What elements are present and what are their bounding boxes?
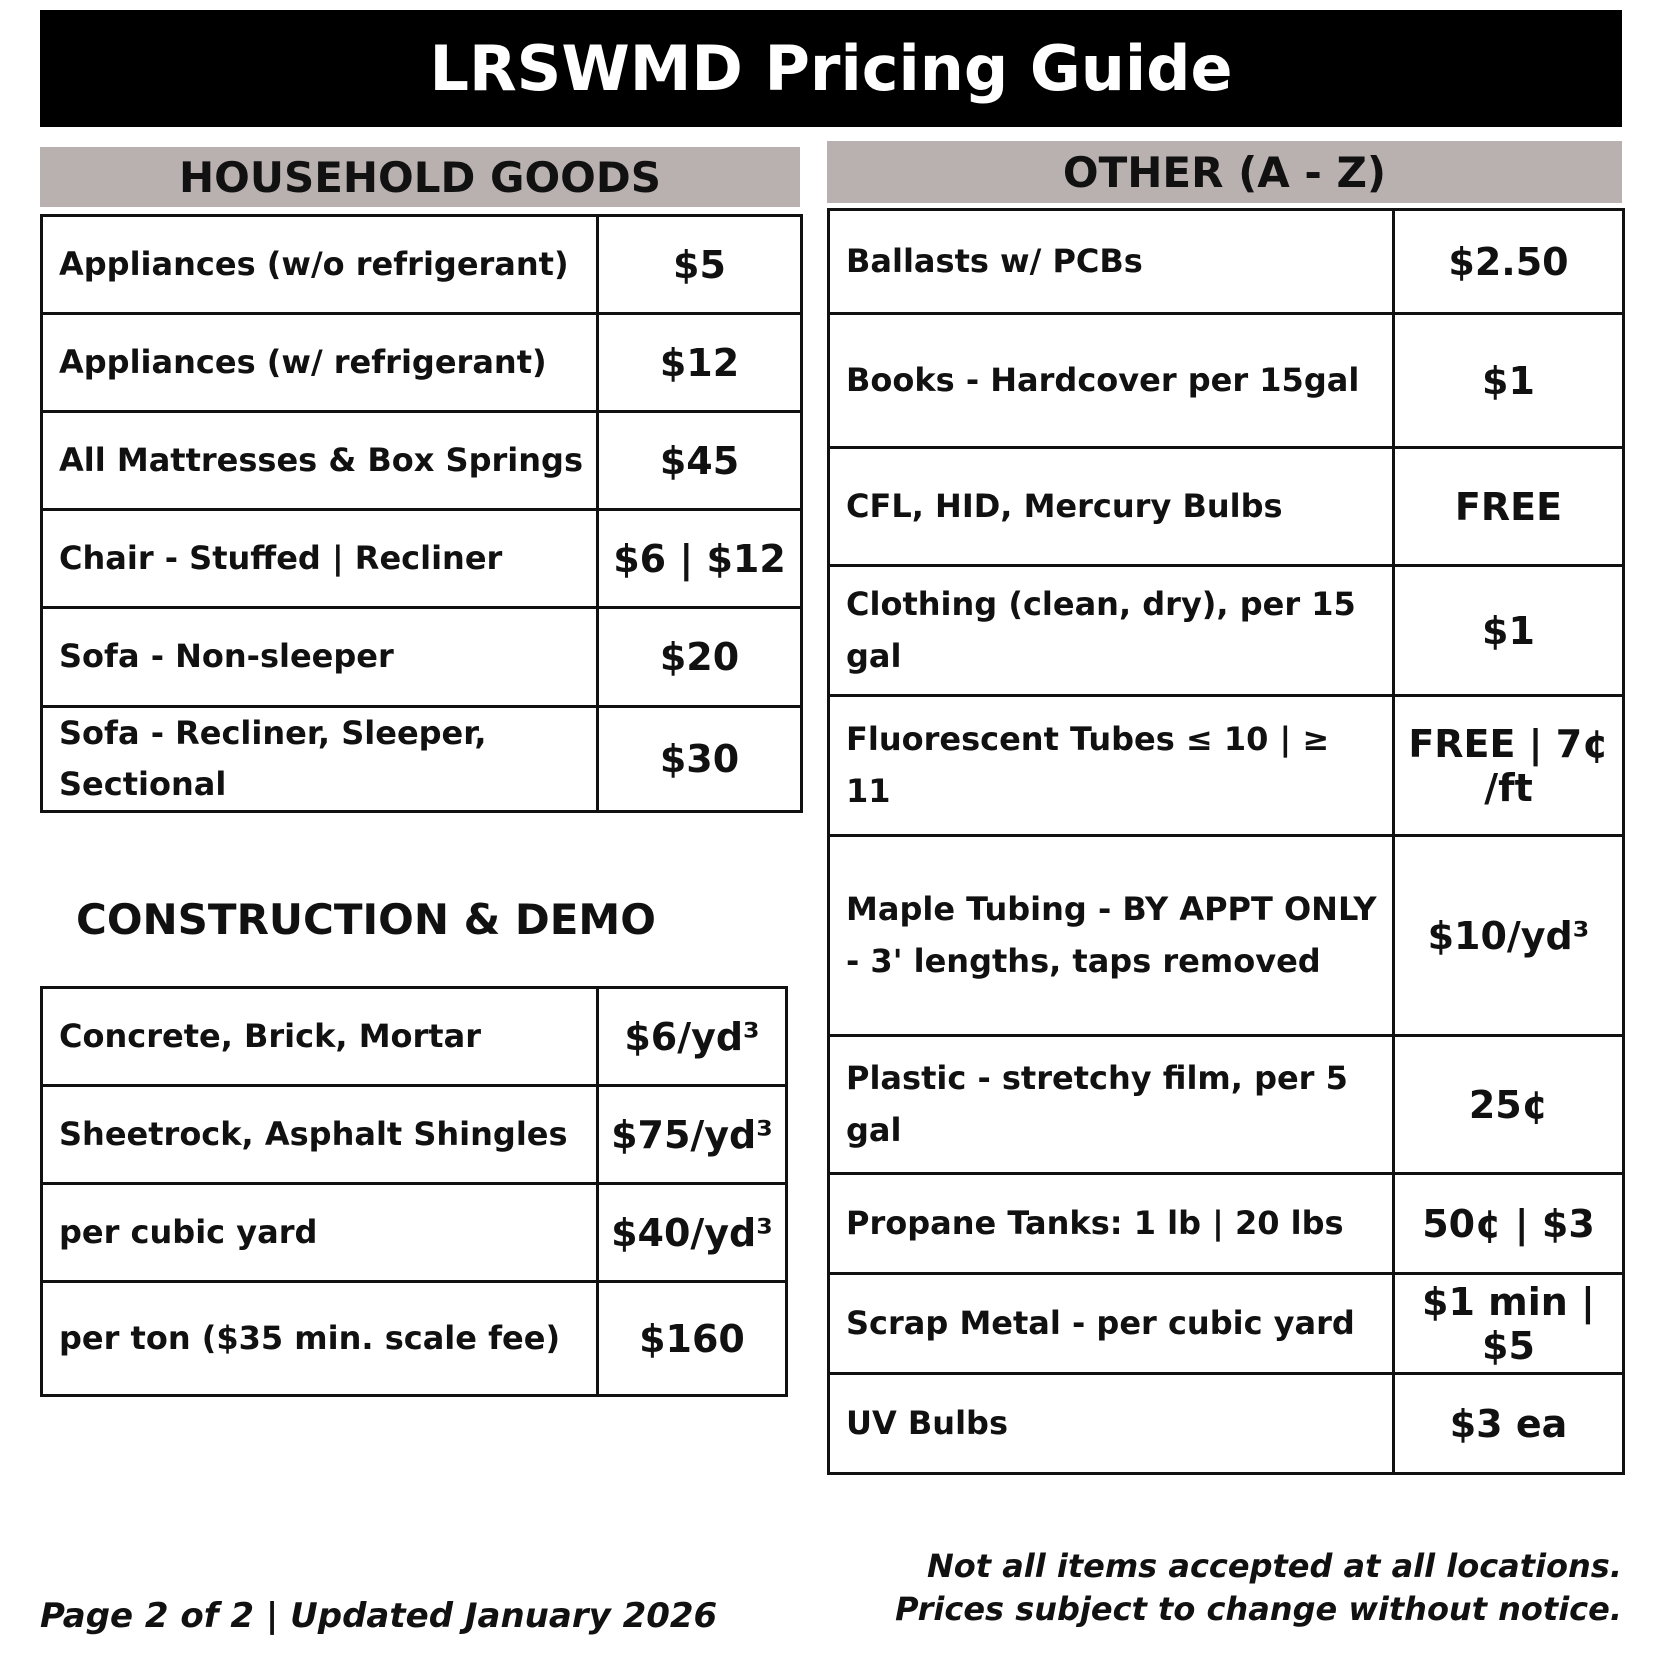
item-name: Books - Hardcover per 15gal <box>829 314 1394 448</box>
item-price: $5 <box>598 216 802 314</box>
item-price: 50¢ | $3 <box>1394 1174 1624 1274</box>
page-footer: Page 2 of 2 | Updated January 2026 <box>40 1596 718 1636</box>
item-price: $6/yd³ <box>598 988 787 1086</box>
table-row <box>42 608 802 707</box>
item-price: $12 <box>598 314 802 412</box>
table-row <box>42 412 802 510</box>
item-price: $1 <box>1394 314 1624 448</box>
footer-notice <box>895 1545 1622 1631</box>
item-price: FREE | 7¢ /ft <box>1394 696 1624 836</box>
item-name: per ton ($35 min. scale fee) <box>42 1282 598 1396</box>
item-name: Clothing (clean, dry), per 15 gal <box>829 566 1394 696</box>
item-name: Propane Tanks: 1 lb | 20 lbs <box>829 1174 1394 1274</box>
item-name: CFL, HID, Mercury Bulbs <box>829 448 1394 566</box>
table-row <box>42 988 787 1086</box>
item-name: Appliances (w/o refrigerant) <box>42 216 598 314</box>
item-price: $2.50 <box>1394 210 1624 314</box>
item-price: $1 min | $5 <box>1394 1274 1624 1374</box>
table-row <box>829 696 1624 836</box>
item-price: $1 <box>1394 566 1624 696</box>
construction-demo-heading: CONSTRUCTION & DEMO <box>76 895 656 944</box>
item-name: Maple Tubing - BY APPT ONLY - 3' lengths, taps removed <box>829 836 1394 1036</box>
item-price: $45 <box>598 412 802 510</box>
item-name: Ballasts w/ PCBs <box>829 210 1394 314</box>
table-row <box>42 510 802 608</box>
table-row <box>42 314 802 412</box>
footer-note-locations: Not all items accepted at all locations. <box>926 1547 1622 1585</box>
table-row <box>829 836 1624 1036</box>
table-row <box>42 1184 787 1282</box>
item-price: $6 | $12 <box>598 510 802 608</box>
table-row <box>829 448 1624 566</box>
item-name: All Mattresses & Box Springs <box>42 412 598 510</box>
table-row <box>829 210 1624 314</box>
table-row <box>829 1274 1624 1374</box>
household-goods-heading: HOUSEHOLD GOODS <box>40 147 800 207</box>
table-row <box>829 1036 1624 1174</box>
household-goods-table <box>40 214 803 813</box>
table-row <box>829 314 1624 448</box>
item-name: Sofa - Non-sleeper <box>42 608 598 707</box>
item-price: FREE <box>1394 448 1624 566</box>
item-price: 25¢ <box>1394 1036 1624 1174</box>
item-name: Chair - Stuffed | Recliner <box>42 510 598 608</box>
item-price: $40/yd³ <box>598 1184 787 1282</box>
item-price: $75/yd³ <box>598 1086 787 1184</box>
table-row <box>42 216 802 314</box>
item-name: Appliances (w/ refrigerant) <box>42 314 598 412</box>
table-row <box>829 1174 1624 1274</box>
item-name: UV Bulbs <box>829 1374 1394 1474</box>
page-title: LRSWMD Pricing Guide <box>40 10 1622 127</box>
item-name: Sheetrock, Asphalt Shingles <box>42 1086 598 1184</box>
item-price: $3 ea <box>1394 1374 1624 1474</box>
footer-note-prices: Prices subject to change without notice. <box>895 1590 1622 1629</box>
other-heading: OTHER (A - Z) <box>827 141 1622 203</box>
table-row <box>829 1374 1624 1474</box>
table-row <box>42 1086 787 1184</box>
construction-demo-table <box>40 986 788 1397</box>
item-name: Scrap Metal - per cubic yard <box>829 1274 1394 1374</box>
item-price: $20 <box>598 608 802 707</box>
item-name: Fluorescent Tubes ≤ 10 | ≥ 11 <box>829 696 1394 836</box>
item-price: $160 <box>598 1282 787 1396</box>
item-name: Concrete, Brick, Mortar <box>42 988 598 1086</box>
item-price: $10/yd³ <box>1394 836 1624 1036</box>
item-price: $30 <box>598 707 802 812</box>
table-row <box>829 566 1624 696</box>
item-name: Plastic - stretchy film, per 5 gal <box>829 1036 1394 1174</box>
table-row <box>42 1282 787 1396</box>
table-row <box>42 707 802 812</box>
item-name: per cubic yard <box>42 1184 598 1282</box>
item-name: Sofa - Recliner, Sleeper, Sectional <box>42 707 598 812</box>
other-items-table <box>827 208 1625 1475</box>
